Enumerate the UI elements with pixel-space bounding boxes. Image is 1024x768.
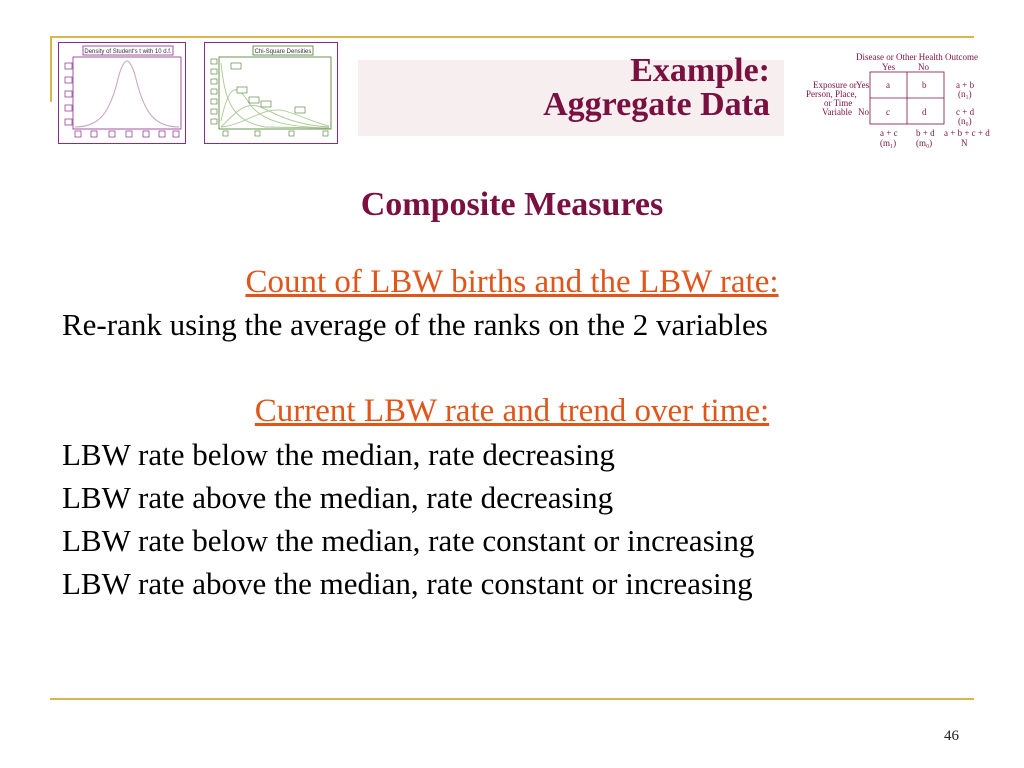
students-t-thumbnail — [58, 42, 186, 144]
top-rule — [50, 36, 974, 38]
left-rule — [50, 36, 52, 102]
ct-row-total-1-sub: (n₁) — [958, 89, 972, 99]
ct-col-yes: Yes — [882, 62, 896, 72]
ct-grand-total: a + b + c + d — [944, 128, 990, 138]
section1-subtitle: Count of LBW births and the LBW rate: — [245, 264, 779, 300]
chi-square-thumbnail — [204, 42, 338, 144]
ct-row-label-3: or Time — [824, 98, 853, 108]
title-box — [358, 52, 784, 136]
section2-line-1: LBW rate below the median, rate decreasing — [62, 437, 615, 472]
ct-cell-b: b — [922, 80, 927, 90]
ct-col-total-1: a + c — [880, 128, 898, 138]
composite-measures-heading: Composite Measures — [360, 186, 664, 223]
ct-grand-total-sub: N — [961, 138, 968, 148]
section1-line: Re-rank using the average of the ranks on the 2 variables — [62, 307, 768, 342]
ct-cell-c: c — [886, 107, 890, 117]
ct-row-yes: Yes — [856, 80, 870, 90]
section2-line-4: LBW rate above the median, rate constant or increasing — [62, 566, 753, 601]
ct-row-total-1: a + b — [956, 80, 975, 90]
students-t-title: Density of Student's t with 10 d.f. — [84, 49, 172, 55]
page-number: 46 — [944, 728, 959, 744]
ct-col-total-1-sub: (m₁) — [880, 138, 897, 148]
title-line-1: Example: — [630, 52, 770, 89]
slide-title — [543, 54, 770, 122]
ct-header: Disease or Other Health Outcome — [856, 52, 978, 62]
ct-cell-a: a — [886, 80, 890, 90]
ct-row-no: No — [858, 107, 869, 117]
title-line-2: Aggregate Data — [543, 86, 770, 123]
ct-cell-d: d — [922, 107, 927, 117]
ct-col-total-2-sub: (m₀) — [916, 138, 933, 148]
ct-row-total-2: c + d — [956, 107, 975, 117]
bottom-rule — [50, 698, 974, 700]
section2-line-2: LBW rate above the median, rate decreasing — [62, 480, 614, 515]
ct-row-total-2-sub: (n₀) — [958, 116, 972, 126]
ct-row-label-1: Exposure or — [813, 80, 857, 90]
chi-square-title: Chi-Square Densities — [254, 49, 312, 55]
ct-col-no: No — [918, 62, 929, 72]
ct-row-label-2: Person, Place, — [806, 89, 857, 99]
section2-subtitle: Current LBW rate and trend over time: — [254, 393, 770, 429]
ct-col-total-2: b + d — [916, 128, 935, 138]
section2-line-3: LBW rate below the median, rate constant or increasing — [62, 523, 755, 558]
ct-row-label-4: Variable — [822, 107, 852, 117]
